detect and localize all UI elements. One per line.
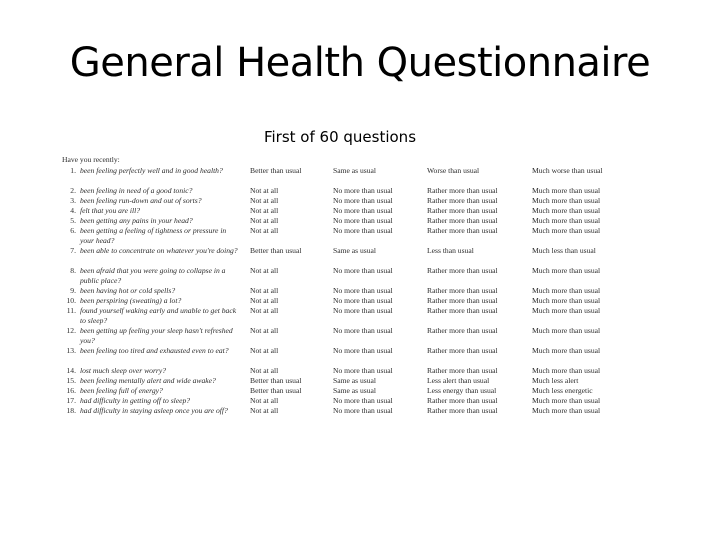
question-row xyxy=(62,166,662,186)
question-row xyxy=(62,216,662,226)
question-number: 14. xyxy=(66,366,76,375)
answer-option-3: Rather more than usual xyxy=(427,286,498,295)
question-row xyxy=(62,226,662,246)
question-number: 17. xyxy=(66,396,76,405)
question-number: 16. xyxy=(66,386,76,395)
question-row xyxy=(62,376,662,386)
answer-option-1: Not at all xyxy=(250,266,279,275)
question-text: been getting a feeling of tightness or pressure in your head? xyxy=(80,226,227,245)
question-text: been getting any pains in your head? xyxy=(80,216,193,225)
question-text: been feeling in need of a good tonic? xyxy=(80,186,193,195)
answer-option-4: Much more than usual xyxy=(532,366,601,375)
answer-option-1: Better than usual xyxy=(250,386,302,395)
answer-option-2: Same as usual xyxy=(333,166,377,175)
question-number: 7. xyxy=(70,246,76,255)
answer-option-1: Not at all xyxy=(250,326,279,335)
question-row xyxy=(62,286,662,296)
answer-option-2: No more than usual xyxy=(333,286,393,295)
answer-option-4: Much more than usual xyxy=(532,196,601,205)
answer-option-3: Rather more than usual xyxy=(427,296,498,305)
answer-option-2: Same as usual xyxy=(333,376,377,385)
question-number: 10. xyxy=(66,296,76,305)
answer-option-4: Much more than usual xyxy=(532,216,601,225)
answer-option-3: Less energy than usual xyxy=(427,386,497,395)
question-number: 4. xyxy=(70,206,76,215)
question-number: 8. xyxy=(70,266,76,275)
answer-option-2: Same as usual xyxy=(333,386,377,395)
question-text: felt that you are ill? xyxy=(80,206,141,215)
answer-option-1: Not at all xyxy=(250,396,279,405)
question-row xyxy=(62,296,662,306)
answer-option-1: Not at all xyxy=(250,296,279,305)
answer-option-2: No more than usual xyxy=(333,266,393,275)
question-text: had difficulty in staying asleep once you are off? xyxy=(80,406,228,415)
answer-option-1: Not at all xyxy=(250,186,279,195)
question-number: 6. xyxy=(70,226,76,235)
answer-option-3: Rather more than usual xyxy=(427,396,498,405)
answer-option-1: Not at all xyxy=(250,216,279,225)
question-text: been getting up feeling your sleep hasn't refreshed you? xyxy=(80,326,233,345)
slide-subtitle: First of 60 questions xyxy=(263,128,417,146)
question-text: been able to concentrate on whatever you're doing? xyxy=(80,246,238,255)
answer-option-3: Less than usual xyxy=(427,246,474,255)
question-row xyxy=(62,206,662,216)
answer-option-4: Much more than usual xyxy=(532,396,601,405)
answer-option-2: Same as usual xyxy=(333,246,377,255)
question-number: 12. xyxy=(66,326,76,335)
question-number: 5. xyxy=(70,216,76,225)
question-row xyxy=(62,186,662,196)
question-number: 11. xyxy=(66,306,76,315)
answer-option-4: Much more than usual xyxy=(532,296,601,305)
answer-option-2: No more than usual xyxy=(333,406,393,415)
question-row xyxy=(62,196,662,206)
question-row xyxy=(62,406,662,426)
answer-option-3: Less alert than usual xyxy=(427,376,490,385)
question-text: been afraid that you were going to collapse in a public place? xyxy=(80,266,226,285)
answer-option-3: Rather more than usual xyxy=(427,196,498,205)
answer-option-1: Better than usual xyxy=(250,166,302,175)
answer-option-2: No more than usual xyxy=(333,326,393,335)
answer-option-4: Much worse than usual xyxy=(532,166,603,175)
answer-option-3: Worse than usual xyxy=(427,166,480,175)
answer-option-4: Much more than usual xyxy=(532,326,601,335)
answer-option-1: Not at all xyxy=(250,226,279,235)
answer-option-2: No more than usual xyxy=(333,296,393,305)
answer-option-1: Not at all xyxy=(250,366,279,375)
question-row xyxy=(62,386,662,396)
answer-option-3: Rather more than usual xyxy=(427,406,498,415)
question-text: been feeling too tired and exhausted even to eat? xyxy=(80,346,229,355)
answer-option-1: Not at all xyxy=(250,346,279,355)
question-row xyxy=(62,246,662,266)
answer-option-3: Rather more than usual xyxy=(427,206,498,215)
answer-option-2: No more than usual xyxy=(333,196,393,205)
question-row xyxy=(62,396,662,406)
question-text: been perspiring (sweating) a lot? xyxy=(80,296,182,305)
answer-option-3: Rather more than usual xyxy=(427,306,498,315)
answer-option-4: Much less alert xyxy=(532,376,579,385)
answer-option-2: No more than usual xyxy=(333,206,393,215)
slide-title: General Health Questionnaire xyxy=(69,40,651,86)
answer-option-3: Rather more than usual xyxy=(427,366,498,375)
questionnaire-table xyxy=(62,155,662,426)
question-row xyxy=(62,266,662,286)
question-number: 3. xyxy=(70,196,76,205)
question-number: 1. xyxy=(70,166,76,175)
answer-option-4: Much more than usual xyxy=(532,266,601,275)
question-number: 13. xyxy=(66,346,76,355)
question-number: 9. xyxy=(70,286,76,295)
question-number: 18. xyxy=(66,406,76,415)
answer-option-1: Better than usual xyxy=(250,376,302,385)
answer-option-3: Rather more than usual xyxy=(427,226,498,235)
question-text: lost much sleep over worry? xyxy=(80,366,167,375)
answer-option-2: No more than usual xyxy=(333,396,393,405)
answer-option-2: No more than usual xyxy=(333,216,393,225)
question-number: 2. xyxy=(70,186,76,195)
answer-option-2: No more than usual xyxy=(333,366,393,375)
question-text: had difficulty in getting off to sleep? xyxy=(80,396,191,405)
answer-option-1: Not at all xyxy=(250,196,279,205)
question-text: been having hot or cold spells? xyxy=(80,286,176,295)
question-row xyxy=(62,346,662,366)
answer-option-1: Not at all xyxy=(250,206,279,215)
answer-option-4: Much more than usual xyxy=(532,306,601,315)
answer-option-4: Much more than usual xyxy=(532,406,601,415)
question-row xyxy=(62,306,662,326)
question-number: 15. xyxy=(66,376,76,385)
answer-option-2: No more than usual xyxy=(333,226,393,235)
answer-option-3: Rather more than usual xyxy=(427,216,498,225)
answer-option-2: No more than usual xyxy=(333,186,393,195)
question-row xyxy=(62,366,662,376)
answer-option-4: Much less than usual xyxy=(532,246,596,255)
answer-option-4: Much more than usual xyxy=(532,226,601,235)
question-text: been feeling run-down and out of sorts? xyxy=(80,196,202,205)
answer-option-3: Rather more than usual xyxy=(427,346,498,355)
answer-option-1: Not at all xyxy=(250,306,279,315)
answer-option-2: No more than usual xyxy=(333,306,393,315)
answer-option-2: No more than usual xyxy=(333,346,393,355)
answer-option-4: Much more than usual xyxy=(532,186,601,195)
answer-option-1: Not at all xyxy=(250,286,279,295)
answer-option-1: Better than usual xyxy=(250,246,302,255)
answer-option-4: Much more than usual xyxy=(532,346,601,355)
question-text: found yourself waking early and unable to get back to sleep? xyxy=(80,306,237,325)
answer-option-4: Much more than usual xyxy=(532,286,601,295)
question-row xyxy=(62,326,662,346)
answer-option-1: Not at all xyxy=(250,406,279,415)
table-intro: Have you recently: xyxy=(62,155,120,164)
question-text: been feeling mentally alert and wide awake? xyxy=(80,376,216,385)
question-text: been feeling perfectly well and in good health? xyxy=(80,166,223,175)
question-text: been feeling full of energy? xyxy=(80,386,163,395)
answer-option-3: Rather more than usual xyxy=(427,186,498,195)
answer-option-4: Much less energetic xyxy=(532,386,593,395)
answer-option-4: Much more than usual xyxy=(532,206,601,215)
answer-option-3: Rather more than usual xyxy=(427,266,498,275)
answer-option-3: Rather more than usual xyxy=(427,326,498,335)
